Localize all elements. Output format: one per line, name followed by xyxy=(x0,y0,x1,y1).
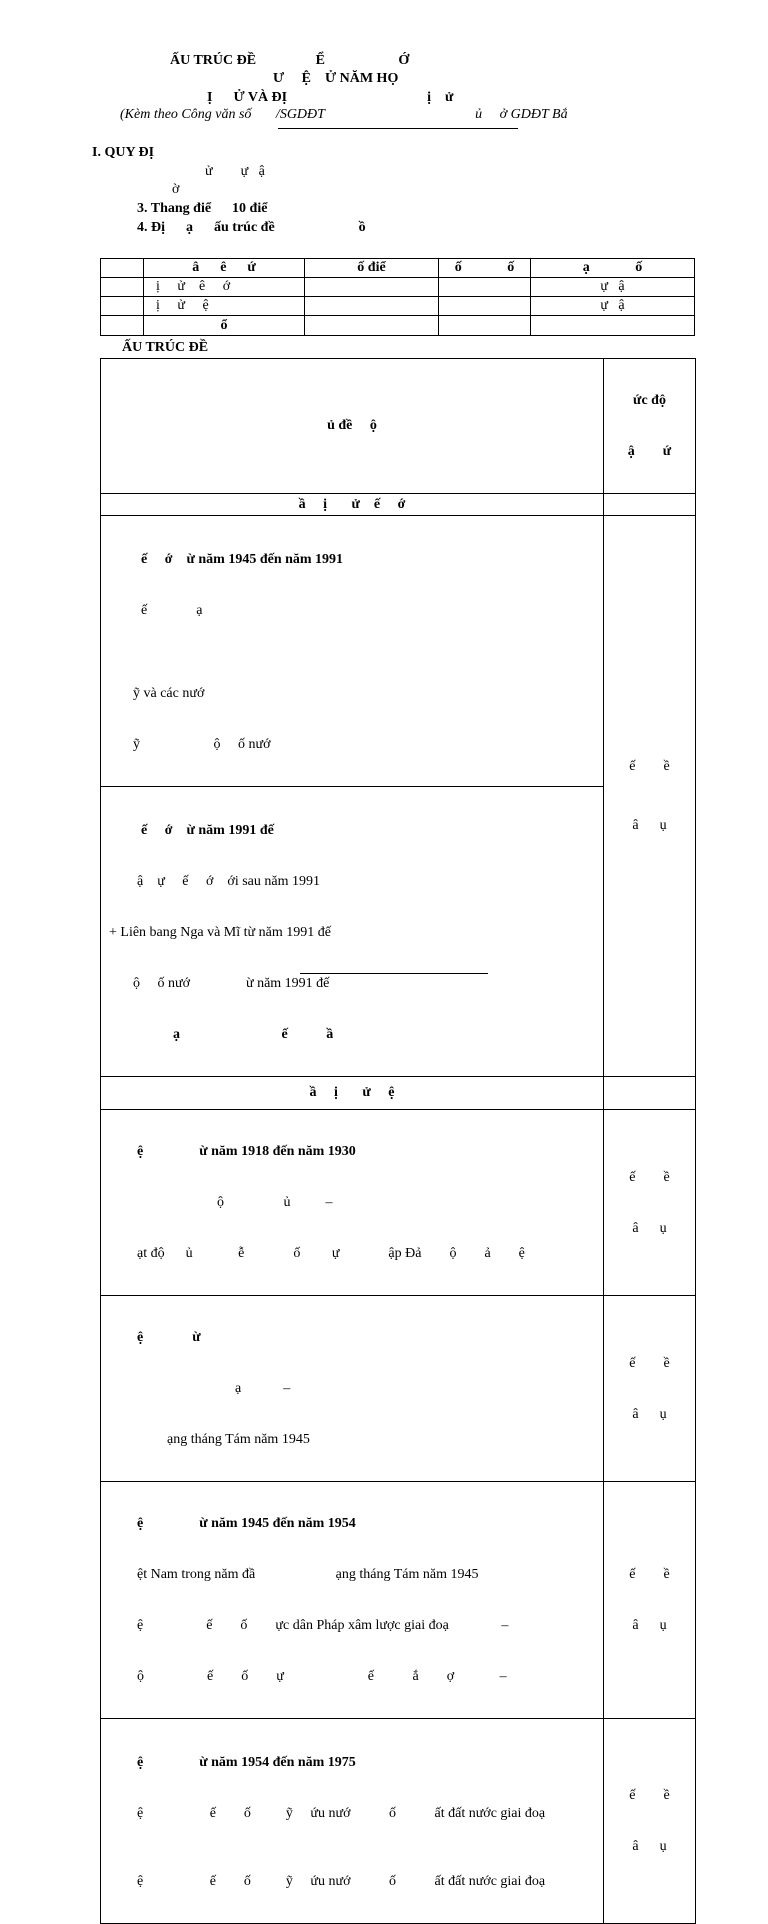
table-cell xyxy=(439,316,531,336)
section1-item2: ờ xyxy=(172,182,180,197)
list-item: ộ ủ – xyxy=(217,1195,333,1210)
list-item: ạ – xyxy=(235,1381,291,1396)
list-item: ế ớ ừ năm 1991 đế xyxy=(141,823,274,838)
footer-divider xyxy=(300,973,488,974)
section1-heading: I. QUY ĐỊ xyxy=(92,145,155,160)
level-line: ế ề xyxy=(629,1355,670,1371)
table-cell xyxy=(101,278,144,297)
world-topic-1 xyxy=(101,516,604,787)
doc-title-line1: ẤU TRÚC ĐỀ Ể Ớ xyxy=(170,53,410,68)
part-vn-heading: ầ ị ử ệ xyxy=(101,1077,604,1110)
level-line: ế ề xyxy=(629,1788,670,1803)
table-cell xyxy=(101,297,144,316)
level-header-line: ức độ xyxy=(633,393,666,408)
table-row xyxy=(101,516,696,787)
level-cell xyxy=(604,1719,696,1924)
vn-topic-1 xyxy=(101,1110,604,1296)
list-item: ộ ố nướ ừ năm 1991 đế xyxy=(133,976,330,991)
table-cell xyxy=(439,297,531,316)
score-table-header-cell: â ê ứ xyxy=(144,259,305,278)
list-item: ệ ế ố ỹ ứu nướ ố ất đất nước giai đoạ xyxy=(137,1874,546,1889)
table-cell xyxy=(531,316,695,336)
section2-heading: ẤU TRÚC ĐỀ xyxy=(122,340,209,355)
level-line: â ụ xyxy=(632,1618,667,1633)
doc-title-line2: Ư Ệ Ử NĂM HỌ xyxy=(273,71,399,86)
table-cell: ự ậ xyxy=(531,297,695,316)
vn-topic-2 xyxy=(101,1296,604,1482)
content-column-header: ủ đề ộ xyxy=(101,359,604,494)
list-item: ệ ừ năm 1945 đến năm 1954 xyxy=(137,1516,356,1531)
doc-title-line3: Ị Ử VÀ ĐỊ ị ử xyxy=(207,90,454,105)
list-item: ỹ và các nướ xyxy=(133,686,205,701)
structure-table-header-row xyxy=(101,359,696,494)
level-line: â ụ xyxy=(632,818,667,833)
list-item: ế ớ ừ năm 1945 đến năm 1991 xyxy=(141,552,344,567)
score-table-header-row xyxy=(101,259,695,278)
score-table-header-cell xyxy=(101,259,144,278)
table-cell: ự ậ xyxy=(531,278,695,297)
section1-item3: 3. Thang điể 10 điể xyxy=(137,201,268,216)
table-row xyxy=(101,1296,696,1482)
level-line: â ụ xyxy=(632,1839,667,1854)
vn-topic-3 xyxy=(101,1482,604,1719)
list-item: ạt độ ủ ễ ố ự ập Đả ộ ả ệ xyxy=(137,1246,525,1261)
list-item: + Liên bang Nga và Mĩ từ năm 1991 đế xyxy=(109,925,331,940)
part-row-vn xyxy=(101,1077,696,1110)
table-cell: ổ xyxy=(144,316,305,336)
list-item: ậ ự ế ớ ới sau năm 1991 xyxy=(137,874,320,889)
list-item: ệ ế ố ực dân Pháp xâm lược giai đoạ – xyxy=(137,1618,509,1633)
header-underline xyxy=(278,128,518,129)
list-item: ệ ế ố ỹ ứu nướ ố ất đất nước giai đoạ xyxy=(137,1806,546,1821)
list-item: ạ ế ầ xyxy=(173,1027,334,1042)
level-line: ế ề xyxy=(629,759,670,774)
level-line: â ụ xyxy=(632,1220,667,1236)
table-cell xyxy=(604,1077,696,1110)
world-topic-2 xyxy=(101,787,604,1077)
section1-item4: 4. Đị ạ ấu trúc đề ồ xyxy=(137,220,366,235)
table-cell xyxy=(439,278,531,297)
list-item: ỹ ộ ố nướ xyxy=(133,737,271,752)
list-item: ế ạ xyxy=(141,603,203,618)
score-table-header-cell: ố ố xyxy=(439,259,531,278)
section1-item1: ử ự ậ xyxy=(205,164,265,179)
level-line: ế ề xyxy=(629,1169,670,1185)
list-item: ệ ừ xyxy=(137,1330,201,1345)
table-cell xyxy=(305,297,439,316)
level-cell xyxy=(604,1110,696,1296)
table-row xyxy=(101,278,695,297)
level-line: â ụ xyxy=(632,1406,667,1422)
list-item: ệ ừ năm 1918 đến năm 1930 xyxy=(137,1144,356,1159)
part-world-heading: ầ ị ử ế ớ xyxy=(101,494,604,516)
score-table-header-cell: ạ ố xyxy=(531,259,695,278)
table-row xyxy=(101,297,695,316)
table-cell: ị ử ệ xyxy=(144,297,305,316)
table-cell: ị ử ê ớ xyxy=(144,278,305,297)
list-item: ệ ừ năm 1954 đến năm 1975 xyxy=(137,1755,356,1770)
structure-table xyxy=(100,358,696,1924)
table-cell xyxy=(305,316,439,336)
list-item: ạng tháng Tám năm 1945 xyxy=(167,1432,310,1447)
list-item: ộ ế ố ự ế ắ ợ – xyxy=(137,1669,507,1684)
level-column-header xyxy=(604,359,696,494)
table-row xyxy=(101,1110,696,1296)
table-cell xyxy=(305,278,439,297)
part-row-world xyxy=(101,494,696,516)
table-row xyxy=(101,1482,696,1719)
table-cell xyxy=(101,316,144,336)
vn-topic-4 xyxy=(101,1719,604,1924)
world-level-cell xyxy=(604,516,696,1077)
table-row xyxy=(101,1719,696,1924)
attachment-note: (Kèm theo Công văn số /SGDĐT ủ ở GDĐT Bắ xyxy=(120,107,568,122)
table-cell xyxy=(604,494,696,516)
level-cell xyxy=(604,1296,696,1482)
score-table xyxy=(100,258,695,336)
level-cell xyxy=(604,1482,696,1719)
level-header-line: ậ ứ xyxy=(627,444,672,459)
score-table-header-cell: ố điể xyxy=(305,259,439,278)
level-line: ế ề xyxy=(629,1567,670,1582)
list-item: ệt Nam trong năm đầ ạng tháng Tám năm 1945 xyxy=(137,1567,479,1582)
table-row xyxy=(101,316,695,336)
